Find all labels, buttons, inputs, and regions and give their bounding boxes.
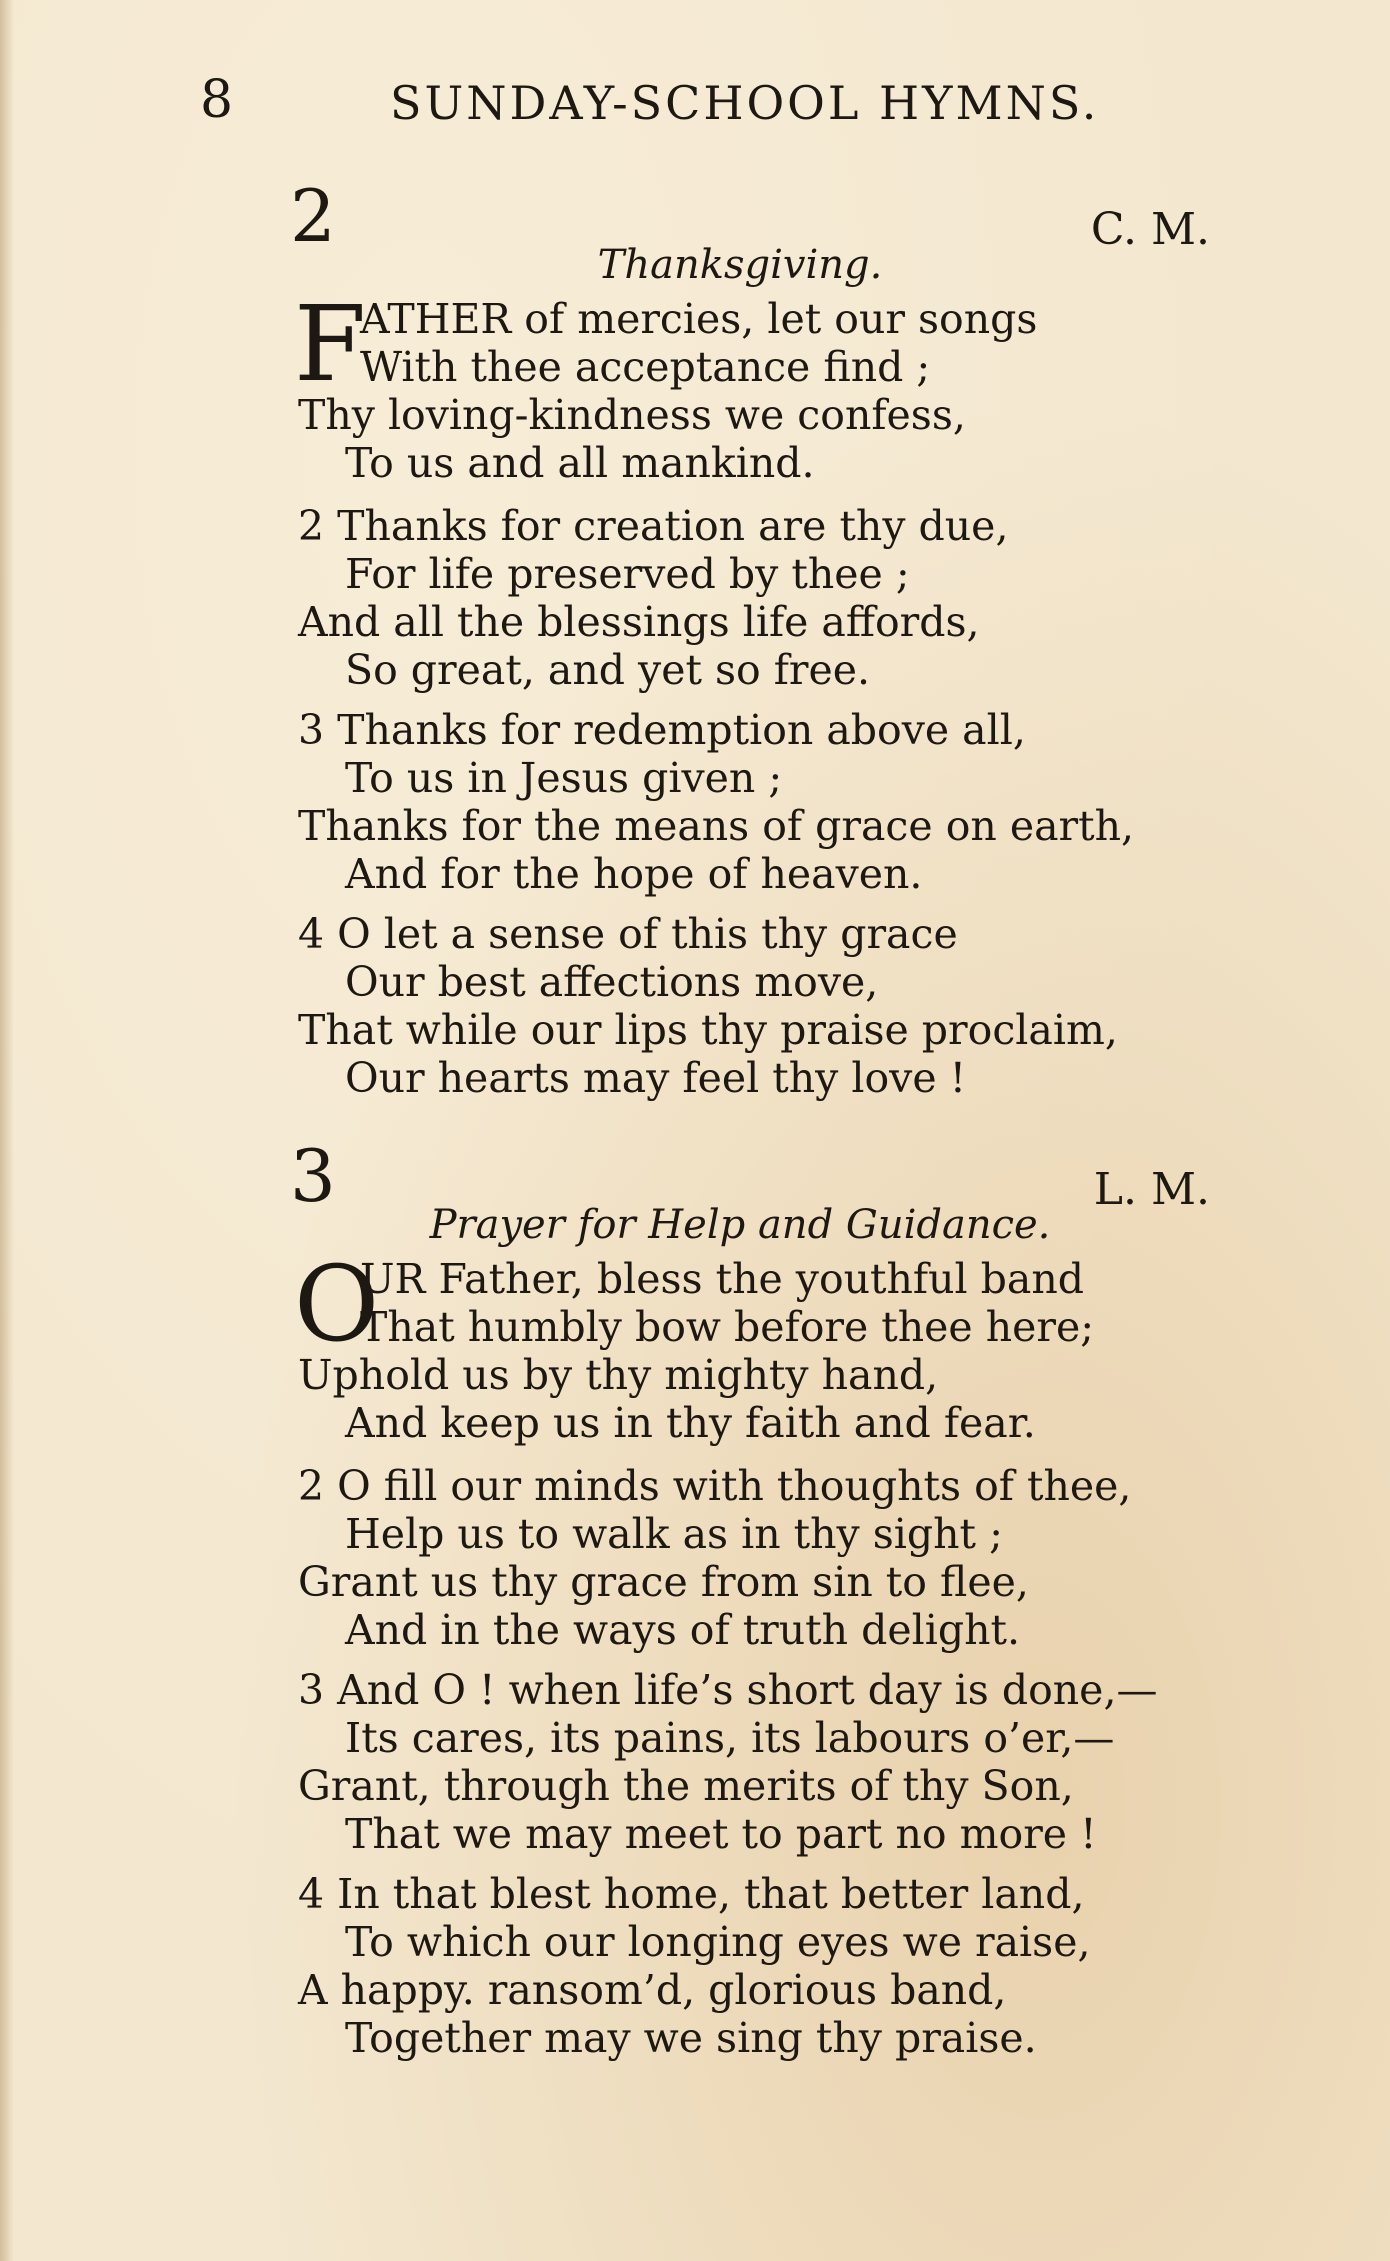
- verse-line: And for the hope of heaven.: [345, 850, 923, 898]
- verse-line: Together may we sing thy praise.: [345, 2014, 1037, 2062]
- verse-line: Our best affections move,: [345, 958, 879, 1006]
- page-binding-edge: [0, 0, 14, 2261]
- running-title: SUNDAY-SCHOOL HYMNS.: [390, 76, 1100, 130]
- verse-line: Thanks for the means of grace on earth,: [298, 802, 1135, 850]
- verse-line: For life preserved by thee ;: [345, 550, 910, 598]
- verse-line: Grant us thy grace from sin to flee,: [298, 1558, 1029, 1606]
- verse-line: 2 O fill our minds with thoughts of thee,: [298, 1462, 1132, 1510]
- verse-line: And all the blessings life affords,: [298, 598, 980, 646]
- hymn-subtitle: Prayer for Help and Guidance.: [429, 1202, 1051, 1248]
- verse-line: Uphold us by thy mighty hand,: [298, 1351, 939, 1399]
- hymn-3: [290, 1134, 1240, 2080]
- verse-line: 2 Thanks for creation are thy due,: [298, 502, 1009, 550]
- drop-cap: O: [294, 1243, 380, 1365]
- verse-line: To which our longing eyes we raise,: [345, 1918, 1091, 1966]
- verse-4: [298, 1870, 1238, 2062]
- verse-line: To us and all mankind.: [345, 439, 815, 487]
- verse-2: [298, 502, 1238, 694]
- hymn-meter: C. M.: [1090, 204, 1210, 255]
- verse-line: That humbly bow before thee here;: [360, 1303, 1095, 1351]
- hymn-subtitle: Thanksgiving.: [597, 242, 883, 288]
- verse-1: [294, 1243, 1238, 1447]
- hymn-meter: L. M.: [1093, 1164, 1210, 1215]
- verse-line: That we may meet to part no more !: [345, 1810, 1097, 1858]
- verse-line: 4 O let a sense of this thy grace: [298, 910, 958, 958]
- verse-line: To us in Jesus given ;: [345, 754, 783, 802]
- verse-line: Grant, through the merits of thy Son,: [298, 1762, 1074, 1810]
- verse-line: 3 And O ! when life’s short day is done,—: [298, 1666, 1158, 1714]
- hymn-2: [290, 174, 1240, 1102]
- running-header: [200, 70, 1200, 140]
- verse-line: 4 In that blest home, that better land,: [298, 1870, 1085, 1918]
- verse-line: A happy. ransom’d, glorious band,: [298, 1966, 1007, 2014]
- verse-line: And keep us in thy faith and fear.: [345, 1399, 1036, 1447]
- verse-line: Its cares, its pains, its labours o’er,—: [345, 1714, 1115, 1762]
- verse-line: Thy loving-kindness we confess,: [298, 391, 966, 439]
- verse-line: 3 Thanks for redemption above all,: [298, 706, 1026, 754]
- verse-line: So great, and yet so free.: [345, 646, 871, 694]
- verse-2: [298, 1462, 1238, 1654]
- verse-line: With thee acceptance find ;: [360, 343, 931, 391]
- verse-line: And in the ways of truth delight.: [345, 1606, 1020, 1654]
- verse-4: [298, 910, 1238, 1102]
- verse-1: [294, 283, 1238, 487]
- verse-line: Our hearts may feel thy love !: [345, 1054, 967, 1102]
- hymn-number: 3: [290, 1134, 336, 1218]
- verse-3: [298, 1666, 1238, 1858]
- verse-line: That while our lips thy praise proclaim,: [298, 1006, 1118, 1054]
- verse-line: Help us to walk as in thy sight ;: [345, 1510, 1003, 1558]
- verse-3: [298, 706, 1238, 898]
- verse-line: F ATHER of mercies, let our songs: [294, 283, 1038, 405]
- drop-cap: F: [294, 283, 367, 405]
- verse-line: O UR Father, bless the youthful band: [294, 1243, 1084, 1365]
- hymn-number: 2: [290, 174, 336, 258]
- page-number: 8: [200, 70, 234, 130]
